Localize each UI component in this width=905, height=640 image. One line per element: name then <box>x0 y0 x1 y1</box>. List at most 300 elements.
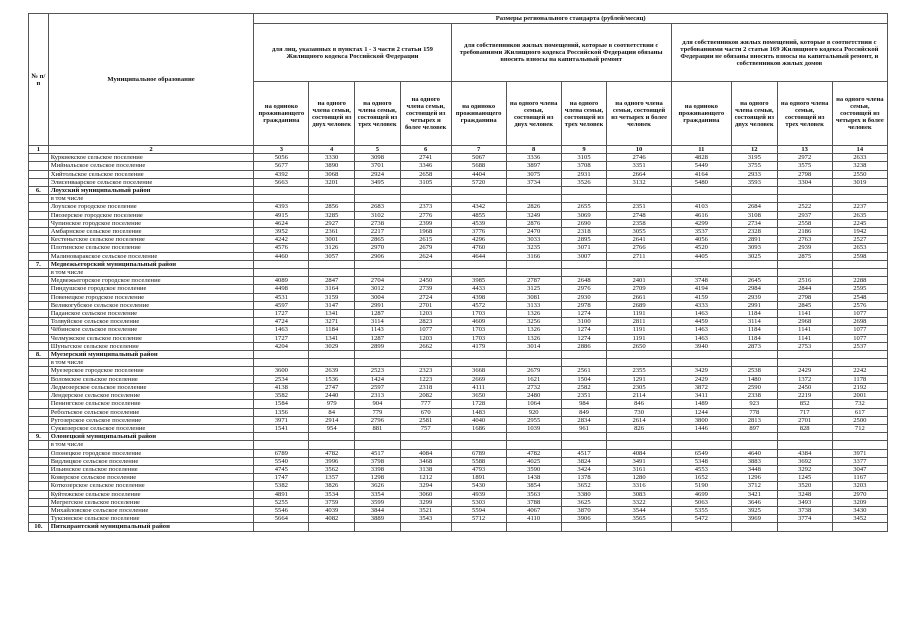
value-cell: 777 <box>400 400 451 408</box>
table-row <box>29 449 888 457</box>
value-cell: 2237 <box>832 203 887 211</box>
value-cell: 3599 <box>355 498 401 506</box>
municipality-name: Хийтольское сельское поселение <box>48 170 254 178</box>
value-cell: 2635 <box>832 211 887 219</box>
value-cell: 3069 <box>561 211 607 219</box>
value-cell: 3708 <box>561 162 607 170</box>
value-cell: 3114 <box>731 318 777 326</box>
value-cell: 1942 <box>832 228 887 236</box>
value-cell: 4616 <box>671 211 731 219</box>
value-cell: 4915 <box>254 211 309 219</box>
value-cell: 2516 <box>777 277 832 285</box>
value-cell: 1245 <box>777 474 832 482</box>
value-cell: 3590 <box>506 465 561 473</box>
value-cell: 1357 <box>309 474 355 482</box>
value-cell: 1167 <box>832 474 887 482</box>
municipality-name: Кестеньгское сельское поселение <box>48 236 254 244</box>
value-cell: 3448 <box>731 465 777 473</box>
empty-cell <box>607 195 671 203</box>
column-number-row <box>29 146 888 154</box>
value-cell: 2597 <box>355 383 401 391</box>
value-cell: 2590 <box>731 383 777 391</box>
section-number: 8. <box>29 351 49 359</box>
empty-cell <box>671 433 731 441</box>
value-cell: 4089 <box>254 277 309 285</box>
municipality-name: Чёбинское сельское поселение <box>48 326 254 334</box>
value-cell: 4760 <box>451 244 506 252</box>
value-cell: 717 <box>777 408 832 416</box>
value-cell: 3001 <box>309 236 355 244</box>
value-cell: 1424 <box>355 375 401 383</box>
value-cell: 1039 <box>506 424 561 432</box>
municipality-name: Челмужское сельское поселение <box>48 334 254 342</box>
value-cell: 1891 <box>451 474 506 482</box>
value-cell: 2614 <box>607 416 671 424</box>
empty-cell <box>309 359 355 367</box>
empty-cell <box>451 523 506 531</box>
sub-header: на одиноко проживающего гражданина <box>671 82 731 146</box>
municipality-name: Шуньгское сельское поселение <box>48 342 254 350</box>
value-cell: 3125 <box>506 285 561 293</box>
value-cell: 2186 <box>777 228 832 236</box>
value-cell: 2480 <box>506 392 561 400</box>
value-cell: 2991 <box>731 301 777 309</box>
empty-cell <box>309 195 355 203</box>
value-cell: 3105 <box>400 178 451 186</box>
value-cell: 4724 <box>254 318 309 326</box>
empty-cell <box>671 269 731 277</box>
value-cell: 2734 <box>731 219 777 227</box>
value-cell: 4040 <box>451 416 506 424</box>
value-cell: 2450 <box>777 383 832 391</box>
value-cell: 2978 <box>561 301 607 309</box>
empty-cell <box>29 367 49 375</box>
empty-cell <box>671 351 731 359</box>
value-cell: 2875 <box>777 252 832 260</box>
value-cell: 3668 <box>451 367 506 375</box>
value-cell: 4110 <box>506 515 561 523</box>
value-cell: 2523 <box>355 367 401 375</box>
value-cell: 2658 <box>400 170 451 178</box>
empty-cell <box>506 359 561 367</box>
value-cell: 2561 <box>561 367 607 375</box>
value-cell: 2537 <box>832 342 887 350</box>
value-cell: 1296 <box>731 474 777 482</box>
value-cell: 3563 <box>506 490 561 498</box>
value-cell: 5540 <box>254 457 309 465</box>
header-group-1: для лиц, указанных в пунктах 1 - 3 части 2 статьи 159 Жилищного кодекса Российской Федерации <box>254 24 451 82</box>
value-cell: 2373 <box>400 203 451 211</box>
value-cell: 4164 <box>671 170 731 178</box>
header-group-2: для собственников жилых помещений, которые в соответствии с требованиями Жилищного кодекса Российской Федерации обязаны вносить взносы на капитальный ремонт <box>451 24 671 82</box>
table-row <box>29 310 888 318</box>
value-cell: 2766 <box>607 244 671 252</box>
value-cell: 5546 <box>254 506 309 514</box>
value-cell: 2538 <box>731 367 777 375</box>
value-cell: 730 <box>607 408 671 416</box>
section-title: Муезерский муниципальный район <box>48 351 254 359</box>
empty-cell <box>29 170 49 178</box>
value-cell: 1968 <box>400 228 451 236</box>
empty-cell <box>832 195 887 203</box>
value-cell: 3788 <box>506 498 561 506</box>
value-cell: 1141 <box>777 310 832 318</box>
value-cell: 2865 <box>355 236 401 244</box>
table-row <box>29 285 888 293</box>
value-cell: 1727 <box>254 334 309 342</box>
value-cell: 2429 <box>671 375 731 383</box>
sub-header: на одного члена семьи, состоящей из двух человек <box>731 82 777 146</box>
value-cell: 3872 <box>671 383 731 391</box>
empty-cell <box>29 326 49 334</box>
value-cell: 3322 <box>607 498 671 506</box>
value-cell: 4855 <box>451 211 506 219</box>
empty-cell <box>777 433 832 441</box>
table-row <box>29 482 888 490</box>
value-cell: 2318 <box>400 383 451 391</box>
table-row <box>29 293 888 301</box>
empty-cell <box>731 187 777 195</box>
value-cell: 6789 <box>451 449 506 457</box>
empty-cell <box>29 482 49 490</box>
value-cell: 3316 <box>607 482 671 490</box>
value-cell: 1280 <box>607 474 671 482</box>
value-cell: 2970 <box>355 244 401 252</box>
value-cell: 2595 <box>832 285 887 293</box>
municipality-name: Толвуйское сельское поселение <box>48 318 254 326</box>
value-cell: 3582 <box>254 392 309 400</box>
value-cell: 4392 <box>254 170 309 178</box>
municipality-name: Коверское сельское поселение <box>48 474 254 482</box>
value-cell: 2930 <box>561 293 607 301</box>
value-cell: 3033 <box>506 236 561 244</box>
value-cell: 1191 <box>607 334 671 342</box>
empty-cell <box>607 523 671 531</box>
value-cell: 5720 <box>451 178 506 186</box>
empty-cell <box>29 359 49 367</box>
value-cell: 2746 <box>607 154 671 162</box>
value-cell: 1341 <box>309 334 355 342</box>
municipality-name: Лендерское сельское поселение <box>48 392 254 400</box>
table-body <box>29 146 888 532</box>
value-cell: 3114 <box>355 318 401 326</box>
table-row <box>29 408 888 416</box>
value-cell: 4299 <box>671 219 731 227</box>
empty-cell <box>309 523 355 531</box>
value-cell: 3377 <box>832 457 887 465</box>
value-cell: 1298 <box>355 474 401 482</box>
table-row <box>29 515 888 523</box>
empty-cell <box>29 244 49 252</box>
value-cell: 3029 <box>309 342 355 350</box>
value-cell: 2899 <box>355 342 401 350</box>
value-cell: 1463 <box>254 326 309 334</box>
value-cell: 3098 <box>355 154 401 162</box>
value-cell: 3161 <box>607 465 671 473</box>
value-cell: 2984 <box>731 285 777 293</box>
value-cell: 2684 <box>731 203 777 211</box>
empty-cell <box>29 293 49 301</box>
value-cell: 4624 <box>254 219 309 227</box>
empty-cell <box>29 162 49 170</box>
value-cell: 1728 <box>451 400 506 408</box>
value-cell: 2939 <box>731 293 777 301</box>
value-cell: 2550 <box>832 170 887 178</box>
empty-cell <box>29 318 49 326</box>
column-number: 14 <box>832 146 887 154</box>
value-cell: 846 <box>607 400 671 408</box>
empty-cell <box>671 260 731 268</box>
empty-cell <box>561 523 607 531</box>
value-cell: 4433 <box>451 285 506 293</box>
municipality-name: Пенингское сельское поселение <box>48 400 254 408</box>
value-cell: 4939 <box>451 490 506 498</box>
value-cell: 3424 <box>561 465 607 473</box>
value-cell: 2192 <box>832 383 887 391</box>
column-number: 10 <box>607 146 671 154</box>
value-cell: 2318 <box>561 228 607 236</box>
value-cell: 5688 <box>451 162 506 170</box>
value-cell: 852 <box>777 400 832 408</box>
value-cell: 3138 <box>400 465 451 473</box>
table-row <box>29 424 888 432</box>
table-row <box>29 400 888 408</box>
value-cell: 3971 <box>254 416 309 424</box>
value-cell: 5664 <box>254 515 309 523</box>
empty-cell <box>355 260 401 268</box>
empty-cell <box>561 195 607 203</box>
value-cell: 1483 <box>451 408 506 416</box>
value-cell: 670 <box>400 408 451 416</box>
empty-cell <box>451 351 506 359</box>
empty-cell <box>506 187 561 195</box>
value-cell: 2937 <box>777 211 832 219</box>
empty-cell <box>607 359 671 367</box>
value-cell: 3952 <box>254 228 309 236</box>
empty-cell <box>29 498 49 506</box>
value-cell: 1064 <box>506 400 561 408</box>
empty-cell <box>731 441 777 449</box>
empty-cell <box>29 211 49 219</box>
municipality-name: Пяозерское городское поселение <box>48 211 254 219</box>
value-cell: 5430 <box>451 482 506 490</box>
empty-cell <box>29 178 49 186</box>
value-cell: 5056 <box>254 154 309 162</box>
value-cell: 1686 <box>451 424 506 432</box>
empty-cell <box>29 515 49 523</box>
value-cell: 3132 <box>607 178 671 186</box>
empty-cell <box>400 260 451 268</box>
value-cell: 4576 <box>254 244 309 252</box>
empty-cell <box>29 392 49 400</box>
column-number: 2 <box>48 146 254 154</box>
value-cell: 4782 <box>506 449 561 457</box>
value-cell: 3398 <box>355 465 401 473</box>
value-cell: 4393 <box>254 203 309 211</box>
table-row <box>29 154 888 162</box>
empty-cell <box>254 260 309 268</box>
empty-cell <box>29 269 49 277</box>
value-cell: 3759 <box>309 498 355 506</box>
empty-cell <box>506 351 561 359</box>
value-cell: 1287 <box>355 334 401 342</box>
value-cell: 3411 <box>671 392 731 400</box>
empty-cell <box>29 252 49 260</box>
section-title: Медвежьегорский муниципальный район <box>48 260 254 268</box>
value-cell: 2351 <box>607 203 671 211</box>
value-cell: 1372 <box>777 375 832 383</box>
value-cell: 2648 <box>561 277 607 285</box>
value-cell: 4517 <box>561 449 607 457</box>
empty-cell <box>29 334 49 342</box>
empty-cell <box>309 260 355 268</box>
empty-cell <box>309 433 355 441</box>
empty-cell <box>506 441 561 449</box>
column-number: 3 <box>254 146 309 154</box>
value-cell: 2534 <box>254 375 309 383</box>
value-cell: 3256 <box>506 318 561 326</box>
value-cell: 3238 <box>832 162 887 170</box>
note-row <box>29 359 888 367</box>
value-cell: 2288 <box>832 277 887 285</box>
note-row <box>29 441 888 449</box>
empty-cell <box>400 195 451 203</box>
value-cell: 3748 <box>671 277 731 285</box>
municipality-name: Коткозерское сельское поселение <box>48 482 254 490</box>
value-cell: 1143 <box>355 326 401 334</box>
value-cell: 826 <box>607 424 671 432</box>
value-cell: 3776 <box>451 228 506 236</box>
value-cell: 4891 <box>254 490 309 498</box>
value-cell: 4039 <box>309 506 355 514</box>
table-row <box>29 416 888 424</box>
value-cell: 3543 <box>400 515 451 523</box>
empty-cell <box>777 523 832 531</box>
value-cell: 3625 <box>561 498 607 506</box>
section-row <box>29 523 888 531</box>
note-text: в том числе <box>48 441 254 449</box>
table-row <box>29 326 888 334</box>
municipality-name: Лоухское городское поселение <box>48 203 254 211</box>
value-cell: 4644 <box>451 252 506 260</box>
value-cell: 2615 <box>400 236 451 244</box>
value-cell: 2876 <box>506 219 561 227</box>
value-cell: 904 <box>355 400 401 408</box>
value-cell: 712 <box>832 424 887 432</box>
value-cell: 3271 <box>309 318 355 326</box>
value-cell: 2245 <box>832 219 887 227</box>
municipality-name: Воломское сельское поселение <box>48 375 254 383</box>
value-cell: 1584 <box>254 400 309 408</box>
value-cell: 1747 <box>254 474 309 482</box>
municipality-name: Куркиекское сельское поселение <box>48 154 254 162</box>
value-cell: 3854 <box>506 482 561 490</box>
value-cell: 3985 <box>451 277 506 285</box>
value-cell: 881 <box>355 424 401 432</box>
empty-cell <box>561 269 607 277</box>
value-cell: 2662 <box>400 342 451 350</box>
value-cell: 3203 <box>832 482 887 490</box>
value-cell: 3593 <box>731 178 777 186</box>
value-cell: 2558 <box>777 219 832 227</box>
value-cell: 3195 <box>731 154 777 162</box>
value-cell: 4333 <box>671 301 731 309</box>
value-cell: 1480 <box>731 375 777 383</box>
municipality-name: Ильинское сельское поселение <box>48 465 254 473</box>
value-cell: 3493 <box>777 498 832 506</box>
document-page <box>28 13 888 532</box>
value-cell: 3102 <box>355 211 401 219</box>
value-cell: 2906 <box>355 252 401 260</box>
value-cell: 5190 <box>671 482 731 490</box>
value-cell: 4640 <box>731 449 777 457</box>
municipality-name: Мегрегское сельское поселение <box>48 498 254 506</box>
value-cell: 3209 <box>832 498 887 506</box>
table-row <box>29 375 888 383</box>
value-cell: 3800 <box>671 416 731 424</box>
value-cell: 5255 <box>254 498 309 506</box>
value-cell: 4084 <box>607 449 671 457</box>
value-cell: 4404 <box>451 170 506 178</box>
value-cell: 3646 <box>731 498 777 506</box>
value-cell: 1141 <box>777 326 832 334</box>
empty-cell <box>29 154 49 162</box>
value-cell: 2895 <box>561 236 607 244</box>
value-cell: 3068 <box>309 170 355 178</box>
value-cell: 3526 <box>561 178 607 186</box>
value-cell: 2355 <box>607 367 671 375</box>
value-cell: 1212 <box>400 474 451 482</box>
value-cell: 6789 <box>254 449 309 457</box>
value-cell: 1446 <box>671 424 731 432</box>
section-number: 6. <box>29 187 49 195</box>
value-cell: 3147 <box>309 301 355 309</box>
empty-cell <box>29 457 49 465</box>
municipality-name: Пиндушское городское поселение <box>48 285 254 293</box>
empty-cell <box>561 351 607 359</box>
value-cell: 954 <box>309 424 355 432</box>
table-row <box>29 318 888 326</box>
header-top-title: Размеры регионального стандарта (рублей/месяц) <box>254 14 888 24</box>
empty-cell <box>400 351 451 359</box>
value-cell: 3093 <box>731 244 777 252</box>
value-cell: 3330 <box>309 154 355 162</box>
value-cell: 2709 <box>607 285 671 293</box>
municipality-name: Паданское сельское поселение <box>48 310 254 318</box>
value-cell: 2429 <box>777 367 832 375</box>
section-number: 7. <box>29 260 49 268</box>
value-cell: 2847 <box>309 277 355 285</box>
value-cell: 2739 <box>400 285 451 293</box>
empty-cell <box>832 433 887 441</box>
value-cell: 1184 <box>309 326 355 334</box>
value-cell: 3738 <box>777 506 832 514</box>
column-number: 12 <box>731 146 777 154</box>
empty-cell <box>355 195 401 203</box>
table-row <box>29 236 888 244</box>
empty-cell <box>506 195 561 203</box>
standards-table <box>28 13 888 532</box>
value-cell: 2361 <box>309 228 355 236</box>
empty-cell <box>561 187 607 195</box>
value-cell: 2924 <box>355 170 401 178</box>
value-cell: 3047 <box>832 465 887 473</box>
empty-cell <box>607 269 671 277</box>
empty-cell <box>777 441 832 449</box>
value-cell: 1326 <box>506 326 561 334</box>
value-cell: 2328 <box>731 228 777 236</box>
value-cell: 1489 <box>671 400 731 408</box>
